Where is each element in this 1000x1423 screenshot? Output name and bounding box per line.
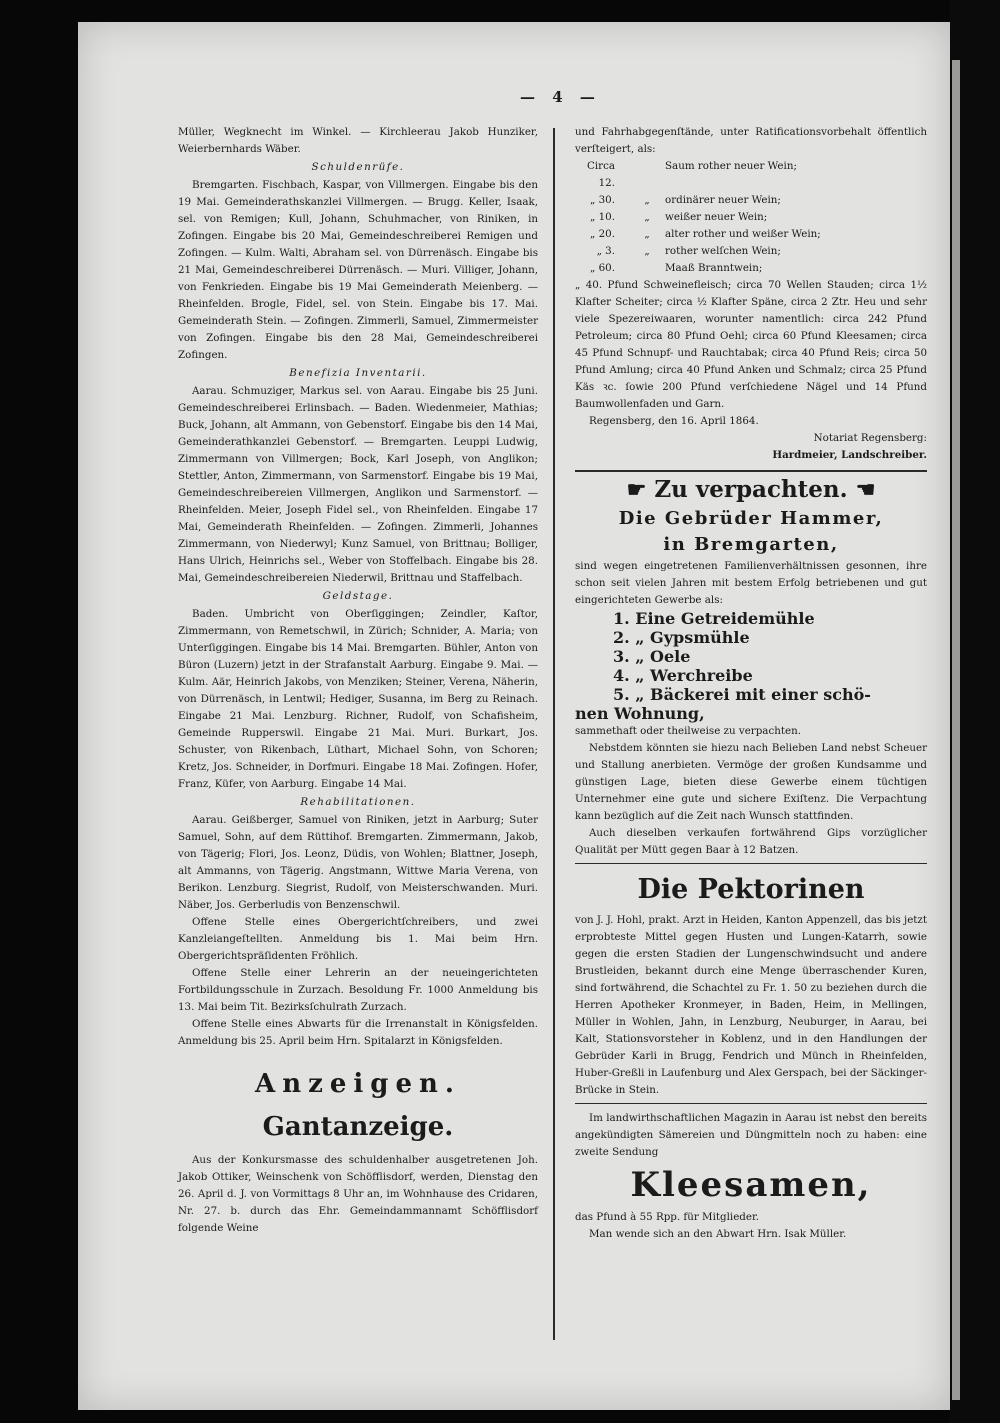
pektorinen-text: von J. J. Hohl, prakt. Arzt in Heiden, Kanton Appenzell, das bis jetzt erprobteste Mittel gegen Husten und Lungen-Katarrh, sowie gegen die ersten Stadien der Lungenschwindsucht und andere Brustleiden, bekannt durch eine Menge überraschender Kuren, sind fortwährend, die Schachtel zu Fr. 1. 50 zu beziehen durch die Herren Apotheker Kronmeyer, in Baden, Heim, in Mellingen, Müller in Wohlen, Jahn, in Lenzburg, Neuburger, in Aarau, bei Kalt, Stationsvorsteher in Koblenz, und in den Handlungen der Gebrüder Karli in Brugg, Fendrich und Münch in Rheinfelden, Huber-Greßli in Laufenburg und Alex Gerspach, bei der Säckinger-Brücke in Stein. bbox=[575, 914, 927, 1096]
right-column bbox=[575, 124, 927, 1243]
wine-list bbox=[575, 158, 927, 277]
section-heading-benefizia: Benefizia Inventarii. bbox=[289, 367, 427, 379]
pointing-hand-right-icon: ☛ bbox=[626, 477, 647, 503]
wine-amount: „ 20. bbox=[590, 228, 615, 240]
verpachten-heading bbox=[575, 474, 927, 506]
wine-amount: „ 30. bbox=[590, 194, 615, 206]
verpachten-list-item: 4. „ Werchreibe bbox=[613, 666, 753, 685]
anzeigen-heading: Anzeigen. bbox=[255, 1069, 461, 1099]
verpachten-intro: sind wegen eingetretenen Familienverhältnissen gesonnen, ihre schon seit vielen Jahren mit bestem Erfolg betriebenen und gut eingerichteten Gewerbe als: bbox=[575, 560, 927, 606]
wine-row bbox=[575, 260, 927, 277]
kleesamen-heading: Kleesamen, bbox=[630, 1165, 872, 1205]
notariat: Notariat Regensberg: bbox=[813, 432, 927, 444]
pektorinen-heading: Die Pektorinen bbox=[637, 874, 865, 905]
benefizia-text: Aarau. Schmuziger, Markus sel. von Aarau. Eingabe bis 25 Juni. Gemeindeschreiberei Erlinsbach. — Baden. Wiedenmeier, Mathias; Buck, Johann, alt Ammann, von Gebenstorf. Eingabe bis den 14 Mai, Gemeinderathkanzlei Gebenstorf. — Bremgarten. Leuppi Ludwig, Zimmermann von Villmergen; Bock, Karl Joseph, von Anglikon; Stettler, Anton, Zimmermann, von Sarmenstorf. Eingabe bis 19 Mai, Gemeindeschreibereien Villmergen, Anglikon und Sarmenstorf. — Rheinfelden. Meier, Joseph Fidel sel., von Rheinfelden. Eingabe 17 Mai, Gemeinderath Rheinfelden. — Zofingen. Zimmerli, Johannes Zimmermann, von Niederwyl; Kunz Samuel, von Brittnau; Bolliger, Hans Ulrich, Heinrichs sel., Weber von Stoffelbach. Eingabe bis 28. Mai, Gemeindeschreibereien Niederwil, Brittnau und Staffelbach. bbox=[178, 385, 538, 584]
intro-text: Müller, Wegknecht im Winkel. — Kirchleerau Jakob Hunziker, Weierbernhards Wäber. bbox=[178, 126, 538, 155]
offene-stelle-3: Offene Stelle eines Abwarts für die Irrenanstalt in Königsfelden. Anmeldung bis 25. April beim Hrn. Spitalarzt in Königsfelden. bbox=[178, 1018, 538, 1047]
wine-text: weißer neuer Wein; bbox=[665, 211, 768, 223]
verpachten-list-item: 2. „ Gypsmühle bbox=[613, 628, 750, 647]
wine-row bbox=[575, 158, 927, 192]
wine-row bbox=[575, 209, 927, 226]
separator-rule bbox=[575, 863, 927, 864]
next-page-edge bbox=[952, 60, 960, 1400]
separator-rule bbox=[575, 470, 927, 472]
geldstage-text: Baden. Umbricht von Oberſiggingen; Zeindler, Kaſtor, Zimmermann, von Remetschwil, in Zürich; Schnider, A. Maria; von Unterſiggingen. Eingabe bis 14 Mai. Bremgarten. Bühler, Anton von Büron (Luzern) jetzt in der Strafanstalt Aarburg. Eingabe 9. Mai. — Kulm. Aär, Heinrich Jakobs, von Menziken; Steiner, Verena, Näherin, von Dürrenäsch, in Lentwil; Hediger, Susanna, im Berg zu Reinach. Eingabe 21 Mai. Lenzburg. Richner, Rudolf, von Schafisheim, Gemeinde Rupperswil. Eingabe 21 Mai. Muri. Burkart, Jos. Schuster, von Rikenbach, Lüthart, Michael Sohn, von Schoren; Kretz, Jos. Schneider, in Dorfmuri. Eingabe 18 Mai. Zofingen. Hofer, Franz, Küfer, von Aarburg. Eingabe 14 Mai. bbox=[178, 608, 538, 790]
verpachten-sub1: Die Gebrüder Hammer, bbox=[618, 508, 884, 529]
wine-ditto: „ bbox=[644, 211, 650, 223]
gantanzeige-heading: Gantanzeige. bbox=[262, 1112, 454, 1142]
verpachten-list-item: 5. „ Bäckerei mit einer schö- bbox=[613, 685, 871, 704]
page-number: — 4 — bbox=[520, 88, 601, 106]
rehabilitationen-text: Aarau. Geißberger, Samuel von Riniken, jetzt in Aarburg; Suter Samuel, Sohn, auf dem Rüttihof. Bremgarten. Zimmermann, Jakob, von Tägerig; Flori, Jos. Leonz, Düdis, von Wohlen; Blattner, Joseph, alt Ammanns, von Tägerig. Angstmann, Wittwe Maria Verena, von Berikon. Lenzburg. Siegrist, Rudolf, von Meisterschwanden. Muri. Näber, Jos. Gerberludis von Benzenschwil. bbox=[178, 814, 538, 911]
offene-stelle-1: Offene Stelle eines Obergerichtſchreibers, und zwei Kanzleiangeſtellten. Anmeldung bis 1. Mai beim Hrn. Obergerichtspräſidenten Fröhlich. bbox=[178, 916, 538, 962]
wine-text: rother welſchen Wein; bbox=[665, 245, 781, 257]
verpachten-title: Zu verpachten. bbox=[654, 476, 848, 503]
continuation-text: und Fahrhabgegenſtände, unter Ratificationsvorbehalt öffentlich verſteigert, als: bbox=[575, 126, 927, 155]
wine-row bbox=[575, 243, 927, 260]
pointing-hand-left-icon: ☚ bbox=[855, 477, 876, 503]
wine-text: ordinärer neuer Wein; bbox=[665, 194, 781, 206]
wine-row bbox=[575, 192, 927, 209]
offene-stelle-2: Offene Stelle einer Lehrerin an der neueingerichteten Fortbildungsschule in Zurzach. Besoldung Fr. 1000 Anmeldung bis 13. Mai beim Tit. Bezirksſchulrath Zurzach. bbox=[178, 967, 538, 1013]
wine-amount: „ 60. bbox=[590, 262, 615, 274]
verpachten-list-item: 3. „ Oele bbox=[613, 647, 691, 666]
wine-amount: Circa 12. bbox=[587, 160, 615, 189]
verpachten-text1: sammethaft oder theilweise zu verpachten. bbox=[575, 725, 801, 737]
place-date: Regensberg, den 16. April 1864. bbox=[589, 415, 759, 427]
wine-amount: „ 3. bbox=[596, 245, 615, 257]
wine-ditto: „ bbox=[644, 228, 650, 240]
wine-ditto bbox=[629, 158, 665, 192]
kleesamen-intro: Im landwirthschaftlichen Magazin in Aarau ist nebst den bereits angekündigten Sämereien und Düngmitteln noch zu haben: eine zweite Sendung bbox=[575, 1112, 927, 1158]
section-heading-rehabilitationen: Rehabilitationen. bbox=[300, 796, 416, 808]
signature: Hardmeier, Landschreiber. bbox=[772, 449, 927, 461]
section-heading-geldstage: Geldstage. bbox=[322, 590, 394, 602]
verpachten-list-end: nen Wohnung, bbox=[575, 704, 705, 723]
verpachten-list-item: 1. Eine Getreidemühle bbox=[613, 609, 815, 628]
wine-ditto: „ bbox=[644, 194, 650, 206]
wine-ditto: „ bbox=[644, 245, 650, 257]
wine-text: Saum rother neuer Wein; bbox=[665, 160, 797, 172]
wine-row bbox=[575, 226, 927, 243]
wine-list-rest: „ 40. Pfund Schweinefleisch; circa 70 Wellen Stauden; circa 1½ Klafter Scheiter; circa ½ Klafter Späne, circa 2 Ztr. Heu und sehr viele Spezereiwaaren, worunter namentlich: circa 242 Pfund Petroleum; circa 80 Pfund Oehl; circa 60 Pfund Kleesamen; circa 45 Pfund Schnupf- und Rauchtabak; circa 40 Pfund Reis; circa 50 Pfund Amlung; circa 40 Pfund Anken und Schmalz; circa 25 Pfund Käs ꝛc. ſowie 200 Pfund verſchiedene Nägel und 14 Pfund Baumwollenfaden und Garn. bbox=[575, 279, 927, 410]
wine-amount: „ 10. bbox=[590, 211, 615, 223]
wine-text: alter rother und weißer Wein; bbox=[665, 228, 821, 240]
wine-ditto bbox=[629, 260, 665, 277]
section-heading-schuldenrufe: Schuldenrüfe. bbox=[311, 161, 405, 173]
verpachten-text3: Auch dieselben verkaufen fortwährend Gips vorzüglicher Qualität per Mütt gegen Baar à 12 Batzen. bbox=[575, 827, 927, 856]
kleesamen-contact: Man wende sich an den Abwart Hrn. Isak Müller. bbox=[589, 1228, 847, 1240]
column-rule bbox=[553, 128, 555, 1340]
verpachten-sub2: in Bremgarten, bbox=[663, 534, 839, 555]
wine-text: Maaß Branntwein; bbox=[665, 262, 763, 274]
gantanzeige-text: Aus der Konkursmasse des schuldenhalber ausgetretenen Joh. Jakob Ottiker, Weinschenk von Schöfflisdorf, werden, Dienstag den 26. April d. J. von Vormittags 8 Uhr an, im Wohnhause des Cridaren, Nr. 27. b. durch das Ehr. Gemeindammannamt Schöfflisdorf folgende Weine bbox=[178, 1154, 538, 1234]
separator-rule bbox=[575, 1103, 927, 1104]
left-column bbox=[178, 124, 538, 1237]
verpachten-text2: Nebstdem könnten sie hiezu nach Belieben Land nebst Scheuer und Stallung anerbieten. Vermöge der großen Kundsamme und günstigen Lage, bieten diese Gewerbe einem tüchtigen Unternehmer eine gute und sichere Exiſtenz. Die Verpachtung kann bezüglich auf die Zeit nach Wunsch stattfinden. bbox=[575, 742, 927, 822]
kleesamen-price: das Pfund à 55 Rpp. für Mitglieder. bbox=[575, 1211, 760, 1223]
schuldenrufe-text: Bremgarten. Fischbach, Kaspar, von Villmergen. Eingabe bis den 19 Mai. Gemeinderathskanzlei Villmergen. — Brugg. Keller, Isaak, sel. von Remigen; Kull, Johann, Schuhmacher, von Riniken, in Zofingen. Eingabe bis 20 Mai, Gemeindeschreiberei Remigen und Zofingen. — Kulm. Walti, Abraham sel. von Dürrenäsch. Eingabe bis 21 Mai, Gemeindeschreiberei Dürrenäsch. — Muri. Villiger, Johann, von Fenkrieden. Eingabe bis 19 Mai Gemeinderath Meienberg. — Rheinfelden. Brogle, Fidel, sel. von Stein. Eingabe bis 17. Mai. Gemeinderath Stein. — Zofingen. Zimmerli, Samuel, Zimmermeister von Zofingen. Eingabe bis den 28 Mai, Gemeindeschreiberei Zofingen. bbox=[178, 179, 538, 361]
